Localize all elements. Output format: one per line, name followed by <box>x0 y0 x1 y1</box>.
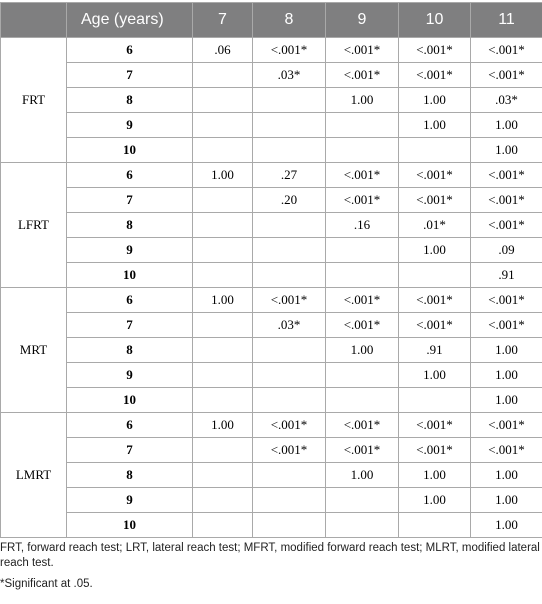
p-value-cell: 1.00 <box>399 488 471 513</box>
p-value-cell <box>326 113 399 138</box>
p-value-cell <box>253 113 326 138</box>
p-value-cell <box>193 88 253 113</box>
p-value-cell <box>193 438 253 463</box>
table-row <box>1 113 542 138</box>
table-row <box>1 388 542 413</box>
table-row <box>1 263 542 288</box>
measure-label: LMRT <box>1 413 67 538</box>
p-value-cell: <.001* <box>326 288 399 313</box>
row-age-label: 7 <box>67 438 193 463</box>
header-age: Age (years) <box>67 3 193 38</box>
p-value-cell: <.001* <box>471 213 542 238</box>
row-age-label: 9 <box>67 113 193 138</box>
p-value-cell: 1.00 <box>471 388 542 413</box>
p-value-cell: <.001* <box>326 313 399 338</box>
pairwise-comparison-table <box>0 2 542 538</box>
table-row <box>1 63 542 88</box>
p-value-cell <box>253 338 326 363</box>
p-value-cell <box>193 238 253 263</box>
measure-label: MRT <box>1 288 67 413</box>
row-age-label: 6 <box>67 413 193 438</box>
row-age-label: 9 <box>67 238 193 263</box>
table-row <box>1 238 542 263</box>
p-value-cell <box>253 388 326 413</box>
table-footnotes <box>0 541 542 592</box>
p-value-cell: 1.00 <box>471 113 542 138</box>
row-age-label: 7 <box>67 188 193 213</box>
p-value-cell: <.001* <box>399 188 471 213</box>
p-value-cell: .09 <box>471 238 542 263</box>
p-value-cell <box>193 63 253 88</box>
p-value-cell <box>399 513 471 538</box>
row-age-label: 7 <box>67 313 193 338</box>
significance-note: *Significant at .05. <box>0 578 93 590</box>
p-value-cell: <.001* <box>471 413 542 438</box>
row-age-label: 6 <box>67 38 193 63</box>
p-value-cell: <.001* <box>471 163 542 188</box>
p-value-cell: <.001* <box>471 438 542 463</box>
p-value-cell: 1.00 <box>326 338 399 363</box>
p-value-cell: <.001* <box>471 313 542 338</box>
header-age-10: 10 <box>399 3 471 38</box>
abbreviations-note: FRT, forward reach test; LRT, lateral reach test; MFRT, modified forward reach test; MLRT, modified lateral reach test. <box>0 542 540 569</box>
p-value-cell <box>326 238 399 263</box>
p-value-cell: 1.00 <box>399 363 471 388</box>
p-value-cell <box>253 263 326 288</box>
p-value-cell <box>253 363 326 388</box>
row-age-label: 6 <box>67 288 193 313</box>
p-value-cell: 1.00 <box>471 138 542 163</box>
header-age-7: 7 <box>193 3 253 38</box>
p-value-cell: <.001* <box>326 63 399 88</box>
p-value-cell <box>253 88 326 113</box>
p-value-cell <box>253 488 326 513</box>
table-row <box>1 463 542 488</box>
p-value-cell <box>193 488 253 513</box>
p-value-cell <box>253 138 326 163</box>
table-row <box>1 488 542 513</box>
row-age-label: 8 <box>67 338 193 363</box>
p-value-cell: <.001* <box>471 38 542 63</box>
p-value-cell: .27 <box>253 163 326 188</box>
p-value-cell: 1.00 <box>471 338 542 363</box>
table-row <box>1 138 542 163</box>
p-value-cell: <.001* <box>253 438 326 463</box>
table-row <box>1 163 542 188</box>
table-row <box>1 438 542 463</box>
p-value-cell <box>253 213 326 238</box>
p-value-cell <box>326 488 399 513</box>
p-value-cell: 1.00 <box>399 238 471 263</box>
p-value-cell <box>193 513 253 538</box>
p-value-cell: <.001* <box>399 288 471 313</box>
p-value-cell <box>193 213 253 238</box>
p-value-cell <box>193 388 253 413</box>
p-value-cell <box>326 263 399 288</box>
p-value-cell <box>399 388 471 413</box>
p-value-cell: .03* <box>253 313 326 338</box>
table-row <box>1 213 542 238</box>
p-value-cell: <.001* <box>326 38 399 63</box>
row-age-label: 6 <box>67 163 193 188</box>
p-value-cell: 1.00 <box>399 88 471 113</box>
p-value-cell: 1.00 <box>193 288 253 313</box>
row-age-label: 9 <box>67 363 193 388</box>
table-row <box>1 88 542 113</box>
p-value-cell: <.001* <box>253 413 326 438</box>
p-value-cell: .16 <box>326 213 399 238</box>
header-age-8: 8 <box>253 3 326 38</box>
row-age-label: 8 <box>67 463 193 488</box>
row-age-label: 8 <box>67 213 193 238</box>
p-value-cell <box>399 263 471 288</box>
p-value-cell: 1.00 <box>326 463 399 488</box>
p-value-cell: 1.00 <box>471 463 542 488</box>
p-value-cell: <.001* <box>326 413 399 438</box>
row-age-label: 10 <box>67 388 193 413</box>
p-value-cell <box>193 138 253 163</box>
p-value-cell <box>326 513 399 538</box>
p-value-cell: <.001* <box>326 438 399 463</box>
table-body <box>1 38 542 538</box>
p-value-cell: .01* <box>399 213 471 238</box>
p-value-cell: <.001* <box>253 38 326 63</box>
measure-label: LFRT <box>1 163 67 288</box>
p-value-cell: <.001* <box>253 288 326 313</box>
p-value-cell: 1.00 <box>326 88 399 113</box>
p-value-cell <box>326 363 399 388</box>
p-value-cell <box>326 388 399 413</box>
p-value-cell: 1.00 <box>193 163 253 188</box>
p-value-cell <box>193 338 253 363</box>
table-row <box>1 313 542 338</box>
table-row <box>1 363 542 388</box>
p-value-cell: <.001* <box>399 413 471 438</box>
table-row <box>1 288 542 313</box>
header-age-11: 11 <box>471 3 542 38</box>
table-row <box>1 513 542 538</box>
p-value-cell: 1.00 <box>471 363 542 388</box>
row-age-label: 10 <box>67 138 193 163</box>
row-age-label: 7 <box>67 63 193 88</box>
p-value-cell <box>193 113 253 138</box>
p-value-cell: <.001* <box>326 163 399 188</box>
p-value-cell: <.001* <box>326 188 399 213</box>
p-value-cell: <.001* <box>471 288 542 313</box>
p-value-cell <box>193 313 253 338</box>
p-value-cell: <.001* <box>399 438 471 463</box>
p-value-cell: <.001* <box>471 63 542 88</box>
row-age-label: 8 <box>67 88 193 113</box>
p-value-cell: .20 <box>253 188 326 213</box>
header-age-9: 9 <box>326 3 399 38</box>
row-age-label: 10 <box>67 513 193 538</box>
table-row <box>1 188 542 213</box>
p-value-cell: <.001* <box>399 163 471 188</box>
header-measure <box>1 3 67 38</box>
p-value-cell: 1.00 <box>399 463 471 488</box>
p-value-cell <box>193 463 253 488</box>
header-row <box>1 3 542 38</box>
table-row <box>1 413 542 438</box>
p-value-cell <box>193 188 253 213</box>
table-row <box>1 338 542 363</box>
table-row <box>1 38 542 63</box>
measure-label: FRT <box>1 38 67 163</box>
p-value-cell: .03* <box>253 63 326 88</box>
p-value-cell: .03* <box>471 88 542 113</box>
p-value-cell: 1.00 <box>471 513 542 538</box>
p-value-cell: 1.00 <box>193 413 253 438</box>
p-value-cell: <.001* <box>399 313 471 338</box>
p-value-cell <box>193 263 253 288</box>
p-value-cell: <.001* <box>471 188 542 213</box>
p-value-cell: <.001* <box>399 38 471 63</box>
p-value-cell <box>193 363 253 388</box>
p-value-cell: 1.00 <box>399 113 471 138</box>
p-value-cell: .91 <box>471 263 542 288</box>
p-value-cell <box>399 138 471 163</box>
p-value-cell: .91 <box>399 338 471 363</box>
p-value-cell: .06 <box>193 38 253 63</box>
p-value-cell <box>253 513 326 538</box>
p-value-cell <box>253 238 326 263</box>
p-value-cell <box>326 138 399 163</box>
row-age-label: 10 <box>67 263 193 288</box>
p-value-cell: 1.00 <box>471 488 542 513</box>
p-value-cell: <.001* <box>399 63 471 88</box>
p-value-cell <box>253 463 326 488</box>
row-age-label: 9 <box>67 488 193 513</box>
